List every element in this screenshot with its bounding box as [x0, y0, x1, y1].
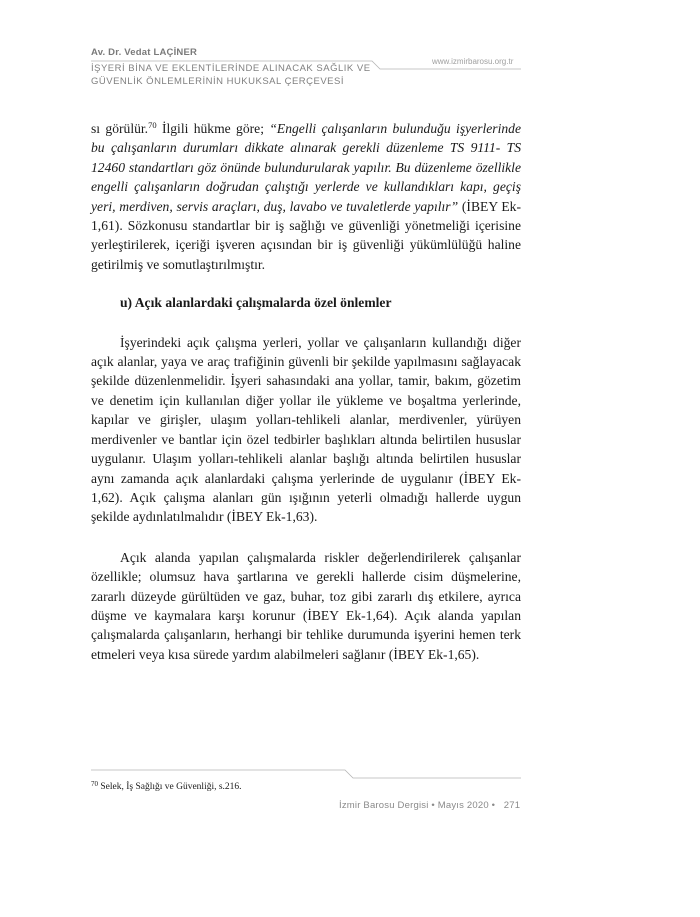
regulation-quote: “Engelli çalışanların bulunduğu işyerlerinde bu çalışanların durumları dikkate alınarak gerekli düzenleme TS 9111- TS 12460 standartları göz önünde bulundurularak yapılır. Bu düzenleme özellikle engelli çalışanların doğrudan çalıştığı yerlerde ve kullandıkları kapı, geçiş yeri, merdiven, servis araçları, duş, lavabo ve tuvaletlerde yapılır”: [91, 121, 521, 214]
paragraph-1-intro: İlgili hükme göre;: [156, 121, 270, 136]
article-body: [91, 119, 521, 664]
footer-journal: İzmir Barosu Dergisi • Mayıs 2020 •: [339, 800, 496, 811]
paragraph-1: [91, 119, 521, 274]
header-title-line1: İŞYERİ BİNA VE EKLENTİLERİNDE ALINACAK SAĞLIK VE: [91, 63, 371, 74]
page-footer: [339, 800, 520, 811]
footnote: [91, 782, 242, 792]
header-url: www.izmirbarosu.org.tr: [432, 57, 514, 66]
footnote-rule: [91, 770, 521, 778]
page-number: 271: [503, 800, 521, 811]
footnote-number: 70: [91, 780, 98, 788]
footnote-text: Selek, İş Sağlığı ve Güvenliği, s.216.: [98, 782, 242, 792]
header-rule: [91, 61, 521, 69]
paragraph-1-end: (İBEY Ek-1,61). Sözkonusu standartlar bir iş sağlığı ve güvenliği yönetmeliği içerisine yerleştirilerek, içeriği işveren açısından bir iş güvenliği yükümlülüğü haline getirilmiş ve somutlaştırılmıştır.: [91, 198, 521, 272]
paragraph-2: İşyerindeki açık çalışma yerleri, yollar ve çalışanların kullandığı diğer açık alanlar, yaya ve araç trafiğinin güvenli bir şekilde yapılmasını sağlayacak şekilde düzenlenmelidir. İşyeri sahasındaki ana yollar, tamir, bakım, gözetim ve denetim için kullanılan diğer yollar ile yükleme ve boşaltma yerlerinde, kapılar ve girişler, ulaşım yolları-tehlikeli alanlar, merdivenler, yürüyen merdivenler ve bantlar için özel tedbirler başlıkları altında belirtilen hususlar uygulanır. Ulaşım yolları-tehlikeli alanlar başlığı altında belirtilen hususlar aynı zamanda açık alanlardaki çalışma yerlerinde de uygulanır (İBEY Ek-1,62). Açık çalışma alanları gün ışığının yeterli olmadığı hallerde uygun şekilde aydınlatılmalıdır (İBEY Ek-1,63).: [91, 334, 521, 525]
header-title-line2: GÜVENLİK ÖNLEMLERİNİN HUKUKSAL ÇERÇEVESİ: [91, 76, 344, 87]
footnote-ref[interactable]: 70: [148, 120, 157, 130]
section-heading: u) Açık alanlardaki çalışmalarda özel önlemler: [120, 295, 392, 311]
paragraph-3: Açık alanda yapılan çalışmalarda riskler değerlendirilerek çalışanlar özellikle; olumsuz hava şartlarına ve gerekli hallerde cisim düşmelerine, zararlı düzeyde gürültüden ve gaz, buhar, toz gibi zararlı dış etkilere, ayrıca düşme ve kaymalara karşı korunur (İBEY Ek-1,64). Açık alanda yapılan çalışmalarda çalışanların, herhangi bir tehlike durumunda işyerini hemen terk etmeleri veya kısa sürede yardım alabilmeleri sağlanır (İBEY Ek-1,65).: [91, 549, 521, 662]
paragraph-1-start: sı görülür.: [91, 121, 149, 136]
header-author: Av. Dr. Vedat LAÇİNER: [91, 47, 198, 58]
